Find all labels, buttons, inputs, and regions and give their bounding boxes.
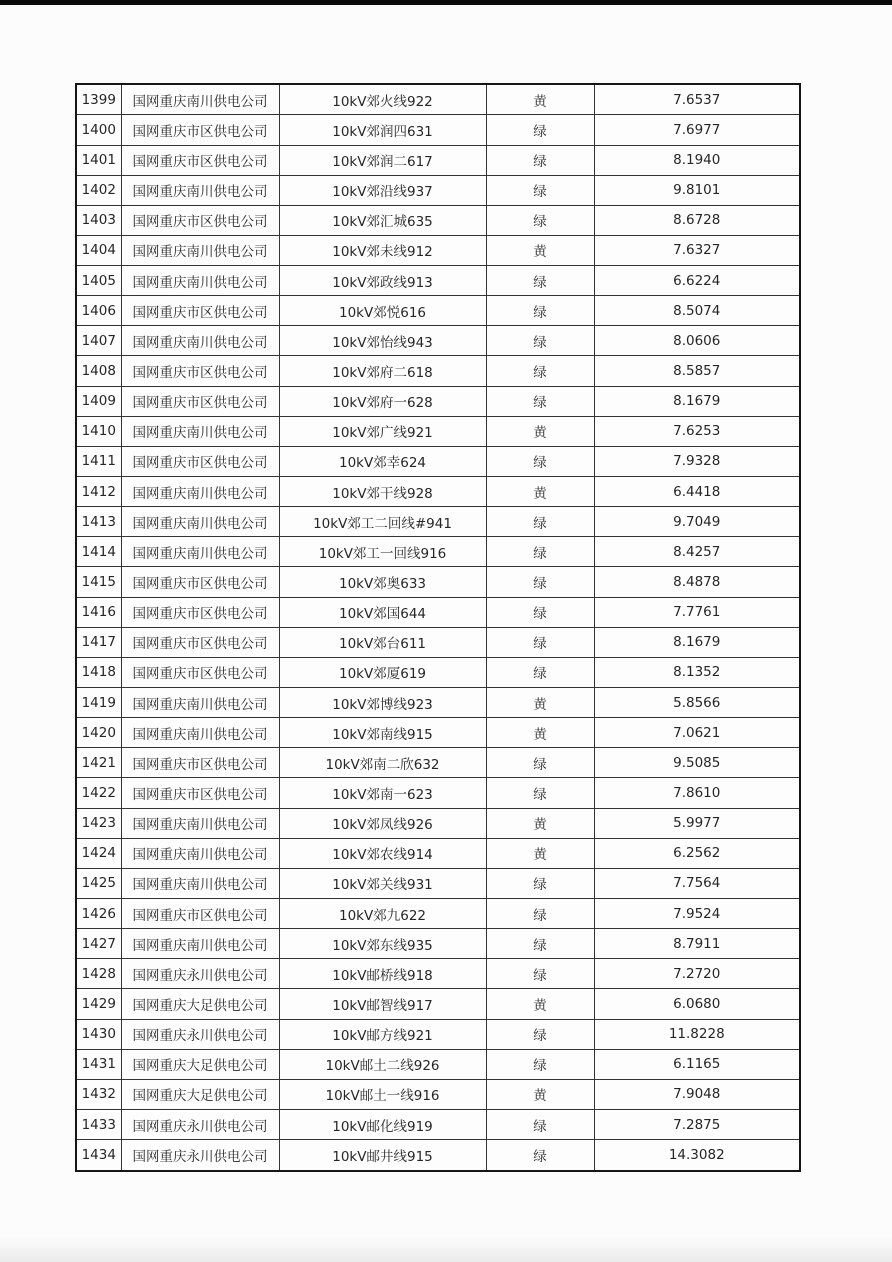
company-cell: 国网重庆永川供电公司 (121, 1019, 279, 1049)
table-row (76, 1079, 800, 1109)
value-cell: 7.9524 (594, 899, 800, 929)
table-row (76, 627, 800, 657)
status-cell: 黄 (486, 718, 594, 748)
table-row (76, 115, 800, 145)
value-cell: 7.7761 (594, 597, 800, 627)
row-number-cell: 1430 (76, 1019, 121, 1049)
line-name-cell: 10kV郊未线912 (279, 235, 486, 265)
line-name-cell: 10kV邮土一线916 (279, 1079, 486, 1109)
status-cell: 绿 (486, 627, 594, 657)
status-cell: 黄 (486, 989, 594, 1019)
table-row (76, 446, 800, 476)
status-cell: 绿 (486, 296, 594, 326)
table-row (76, 1140, 800, 1171)
value-cell: 6.4418 (594, 477, 800, 507)
company-cell: 国网重庆南川供电公司 (121, 507, 279, 537)
table-row (76, 748, 800, 778)
row-number-cell: 1419 (76, 688, 121, 718)
company-cell: 国网重庆市区供电公司 (121, 597, 279, 627)
line-name-cell: 10kV郊农线914 (279, 838, 486, 868)
status-cell: 绿 (486, 899, 594, 929)
value-cell: 8.1679 (594, 386, 800, 416)
line-name-cell: 10kV郊怡线943 (279, 326, 486, 356)
table-row (76, 84, 800, 115)
line-name-cell: 10kV郊南线915 (279, 718, 486, 748)
line-name-cell: 10kV郊政线913 (279, 266, 486, 296)
table-row (76, 326, 800, 356)
status-cell: 绿 (486, 446, 594, 476)
row-number-cell: 1417 (76, 627, 121, 657)
value-cell: 6.6224 (594, 266, 800, 296)
table-row (76, 1110, 800, 1140)
row-number-cell: 1405 (76, 266, 121, 296)
value-cell: 8.1352 (594, 657, 800, 687)
table-row (76, 537, 800, 567)
table-row (76, 718, 800, 748)
value-cell: 7.6253 (594, 416, 800, 446)
row-number-cell: 1421 (76, 748, 121, 778)
line-name-cell: 10kV邮智线917 (279, 989, 486, 1019)
status-cell: 绿 (486, 507, 594, 537)
value-cell: 7.6327 (594, 235, 800, 265)
line-name-cell: 10kV邮土二线926 (279, 1049, 486, 1079)
row-number-cell: 1413 (76, 507, 121, 537)
table-row (76, 356, 800, 386)
status-cell: 绿 (486, 597, 594, 627)
power-line-table (75, 83, 801, 1172)
status-cell: 绿 (486, 266, 594, 296)
status-cell: 绿 (486, 1110, 594, 1140)
company-cell: 国网重庆市区供电公司 (121, 386, 279, 416)
value-cell: 6.1165 (594, 1049, 800, 1079)
line-name-cell: 10kV郊台611 (279, 627, 486, 657)
value-cell: 7.9048 (594, 1079, 800, 1109)
company-cell: 国网重庆市区供电公司 (121, 296, 279, 326)
row-number-cell: 1409 (76, 386, 121, 416)
value-cell: 7.6537 (594, 84, 800, 115)
company-cell: 国网重庆市区供电公司 (121, 567, 279, 597)
table-row (76, 688, 800, 718)
value-cell: 7.2875 (594, 1110, 800, 1140)
value-cell: 5.9977 (594, 808, 800, 838)
company-cell: 国网重庆市区供电公司 (121, 657, 279, 687)
company-cell: 国网重庆永川供电公司 (121, 1110, 279, 1140)
line-name-cell: 10kV郊国644 (279, 597, 486, 627)
row-number-cell: 1399 (76, 84, 121, 115)
value-cell: 8.5857 (594, 356, 800, 386)
status-cell: 绿 (486, 1019, 594, 1049)
row-number-cell: 1429 (76, 989, 121, 1019)
line-name-cell: 10kV郊幸624 (279, 446, 486, 476)
value-cell: 7.9328 (594, 446, 800, 476)
row-number-cell: 1406 (76, 296, 121, 326)
status-cell: 绿 (486, 145, 594, 175)
line-name-cell: 10kV邮井线915 (279, 1140, 486, 1171)
table-row (76, 1019, 800, 1049)
company-cell: 国网重庆南川供电公司 (121, 266, 279, 296)
value-cell: 7.2720 (594, 959, 800, 989)
line-name-cell: 10kV郊干线928 (279, 477, 486, 507)
table-row (76, 567, 800, 597)
row-number-cell: 1402 (76, 175, 121, 205)
table-row (76, 296, 800, 326)
value-cell: 6.0680 (594, 989, 800, 1019)
table-row (76, 597, 800, 627)
company-cell: 国网重庆南川供电公司 (121, 84, 279, 115)
row-number-cell: 1403 (76, 205, 121, 235)
company-cell: 国网重庆南川供电公司 (121, 838, 279, 868)
line-name-cell: 10kV郊府一628 (279, 386, 486, 416)
value-cell: 7.7564 (594, 868, 800, 898)
row-number-cell: 1400 (76, 115, 121, 145)
status-cell: 黄 (486, 808, 594, 838)
status-cell: 黄 (486, 688, 594, 718)
table-body (76, 84, 800, 1171)
value-cell: 8.1679 (594, 627, 800, 657)
line-name-cell: 10kV郊火线922 (279, 84, 486, 115)
row-number-cell: 1428 (76, 959, 121, 989)
value-cell: 8.1940 (594, 145, 800, 175)
line-name-cell: 10kV郊九622 (279, 899, 486, 929)
row-number-cell: 1407 (76, 326, 121, 356)
company-cell: 国网重庆市区供电公司 (121, 778, 279, 808)
company-cell: 国网重庆市区供电公司 (121, 899, 279, 929)
company-cell: 国网重庆大足供电公司 (121, 1079, 279, 1109)
value-cell: 7.8610 (594, 778, 800, 808)
status-cell: 绿 (486, 748, 594, 778)
table-row (76, 1049, 800, 1079)
value-cell: 9.5085 (594, 748, 800, 778)
company-cell: 国网重庆南川供电公司 (121, 537, 279, 567)
row-number-cell: 1408 (76, 356, 121, 386)
status-cell: 黄 (486, 84, 594, 115)
value-cell: 7.0621 (594, 718, 800, 748)
row-number-cell: 1434 (76, 1140, 121, 1171)
table-row (76, 205, 800, 235)
line-name-cell: 10kV郊厦619 (279, 657, 486, 687)
company-cell: 国网重庆南川供电公司 (121, 235, 279, 265)
line-name-cell: 10kV郊府二618 (279, 356, 486, 386)
company-cell: 国网重庆南川供电公司 (121, 868, 279, 898)
row-number-cell: 1404 (76, 235, 121, 265)
value-cell: 7.6977 (594, 115, 800, 145)
status-cell: 绿 (486, 868, 594, 898)
status-cell: 绿 (486, 567, 594, 597)
row-number-cell: 1420 (76, 718, 121, 748)
company-cell: 国网重庆大足供电公司 (121, 1049, 279, 1079)
company-cell: 国网重庆市区供电公司 (121, 115, 279, 145)
line-name-cell: 10kV郊沿线937 (279, 175, 486, 205)
table-row (76, 808, 800, 838)
status-cell: 绿 (486, 356, 594, 386)
row-number-cell: 1411 (76, 446, 121, 476)
line-name-cell: 10kV郊奥633 (279, 567, 486, 597)
company-cell: 国网重庆南川供电公司 (121, 477, 279, 507)
table-row (76, 838, 800, 868)
row-number-cell: 1418 (76, 657, 121, 687)
table-row (76, 868, 800, 898)
status-cell: 绿 (486, 175, 594, 205)
table-row (76, 507, 800, 537)
status-cell: 绿 (486, 929, 594, 959)
value-cell: 9.8101 (594, 175, 800, 205)
scan-top-edge (0, 0, 892, 5)
status-cell: 绿 (486, 205, 594, 235)
company-cell: 国网重庆南川供电公司 (121, 688, 279, 718)
table-row (76, 477, 800, 507)
table-row (76, 929, 800, 959)
table-row (76, 386, 800, 416)
line-name-cell: 10kV郊凤线926 (279, 808, 486, 838)
row-number-cell: 1432 (76, 1079, 121, 1109)
status-cell: 绿 (486, 386, 594, 416)
status-cell: 绿 (486, 959, 594, 989)
table-row (76, 959, 800, 989)
company-cell: 国网重庆市区供电公司 (121, 748, 279, 778)
line-name-cell: 10kV郊博线923 (279, 688, 486, 718)
line-name-cell: 10kV郊工二回线#941 (279, 507, 486, 537)
status-cell: 黄 (486, 416, 594, 446)
scan-bottom-shade (0, 1236, 892, 1262)
company-cell: 国网重庆南川供电公司 (121, 326, 279, 356)
company-cell: 国网重庆市区供电公司 (121, 627, 279, 657)
value-cell: 8.6728 (594, 205, 800, 235)
company-cell: 国网重庆南川供电公司 (121, 808, 279, 838)
company-cell: 国网重庆永川供电公司 (121, 1140, 279, 1171)
line-name-cell: 10kV郊南二欣632 (279, 748, 486, 778)
line-name-cell: 10kV郊南一623 (279, 778, 486, 808)
row-number-cell: 1424 (76, 838, 121, 868)
table-row (76, 416, 800, 446)
row-number-cell: 1414 (76, 537, 121, 567)
row-number-cell: 1412 (76, 477, 121, 507)
row-number-cell: 1422 (76, 778, 121, 808)
company-cell: 国网重庆市区供电公司 (121, 446, 279, 476)
row-number-cell: 1426 (76, 899, 121, 929)
company-cell: 国网重庆南川供电公司 (121, 175, 279, 205)
row-number-cell: 1416 (76, 597, 121, 627)
status-cell: 绿 (486, 1140, 594, 1171)
status-cell: 黄 (486, 1079, 594, 1109)
table-row (76, 145, 800, 175)
row-number-cell: 1423 (76, 808, 121, 838)
line-name-cell: 10kV郊润二617 (279, 145, 486, 175)
status-cell: 绿 (486, 115, 594, 145)
company-cell: 国网重庆市区供电公司 (121, 145, 279, 175)
table-row (76, 989, 800, 1019)
value-cell: 8.0606 (594, 326, 800, 356)
row-number-cell: 1433 (76, 1110, 121, 1140)
row-number-cell: 1410 (76, 416, 121, 446)
company-cell: 国网重庆南川供电公司 (121, 416, 279, 446)
table-row (76, 175, 800, 205)
status-cell: 绿 (486, 326, 594, 356)
table-row (76, 235, 800, 265)
status-cell: 黄 (486, 477, 594, 507)
line-name-cell: 10kV郊东线935 (279, 929, 486, 959)
status-cell: 绿 (486, 537, 594, 567)
value-cell: 11.8228 (594, 1019, 800, 1049)
row-number-cell: 1425 (76, 868, 121, 898)
value-cell: 9.7049 (594, 507, 800, 537)
status-cell: 黄 (486, 838, 594, 868)
line-name-cell: 10kV郊关线931 (279, 868, 486, 898)
value-cell: 14.3082 (594, 1140, 800, 1171)
table-row (76, 778, 800, 808)
table-row (76, 899, 800, 929)
status-cell: 黄 (486, 235, 594, 265)
value-cell: 8.7911 (594, 929, 800, 959)
row-number-cell: 1401 (76, 145, 121, 175)
company-cell: 国网重庆大足供电公司 (121, 989, 279, 1019)
company-cell: 国网重庆南川供电公司 (121, 929, 279, 959)
line-name-cell: 10kV郊悦616 (279, 296, 486, 326)
value-cell: 8.4878 (594, 567, 800, 597)
value-cell: 6.2562 (594, 838, 800, 868)
line-name-cell: 10kV郊汇城635 (279, 205, 486, 235)
status-cell: 绿 (486, 657, 594, 687)
table-row (76, 657, 800, 687)
row-number-cell: 1427 (76, 929, 121, 959)
status-cell: 绿 (486, 1049, 594, 1079)
company-cell: 国网重庆市区供电公司 (121, 356, 279, 386)
table-row (76, 266, 800, 296)
line-name-cell: 10kV邮化线919 (279, 1110, 486, 1140)
line-name-cell: 10kV邮桥线918 (279, 959, 486, 989)
value-cell: 8.5074 (594, 296, 800, 326)
status-cell: 绿 (486, 778, 594, 808)
line-name-cell: 10kV邮方线921 (279, 1019, 486, 1049)
row-number-cell: 1415 (76, 567, 121, 597)
company-cell: 国网重庆市区供电公司 (121, 205, 279, 235)
line-name-cell: 10kV郊工一回线916 (279, 537, 486, 567)
company-cell: 国网重庆永川供电公司 (121, 959, 279, 989)
value-cell: 5.8566 (594, 688, 800, 718)
row-number-cell: 1431 (76, 1049, 121, 1079)
line-name-cell: 10kV郊润四631 (279, 115, 486, 145)
company-cell: 国网重庆南川供电公司 (121, 718, 279, 748)
line-name-cell: 10kV郊广线921 (279, 416, 486, 446)
value-cell: 8.4257 (594, 537, 800, 567)
